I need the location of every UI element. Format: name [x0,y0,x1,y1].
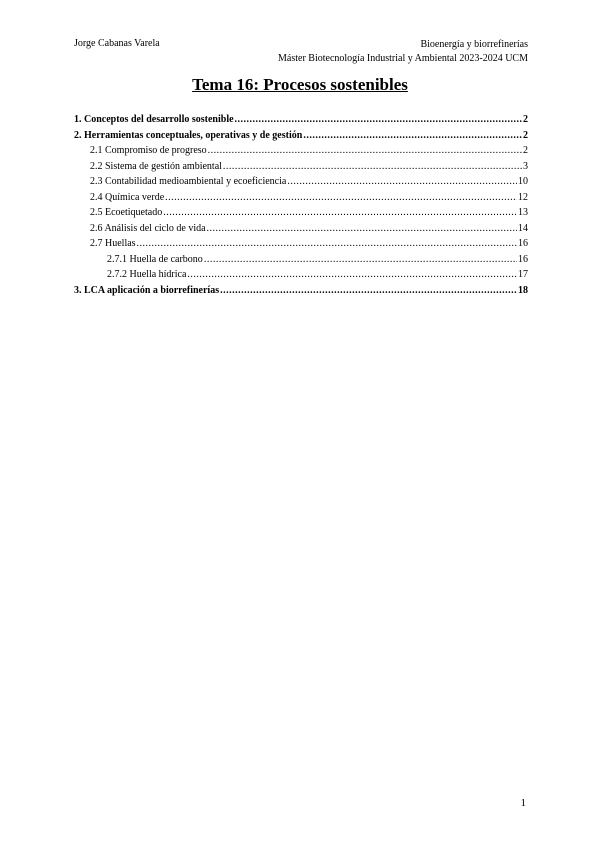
header-author: Jorge Cabanas Varela [74,38,160,49]
toc-entry[interactable] [74,130,528,146]
toc-entry-label: 2.7.1 Huella de carbono [107,253,203,265]
toc-entry-page: 2 [523,145,528,156]
toc-entry-page: 2 [523,114,528,125]
toc-entry[interactable] [74,192,528,208]
toc-leader-dots [187,269,517,280]
toc-entry[interactable] [74,285,528,301]
toc-leader-dots [137,238,517,249]
toc-entry-label: 2.7.2 Huella hídrica [107,269,187,280]
toc-entry-page: 16 [518,253,528,265]
toc-entry-page: 10 [518,176,528,187]
toc-entry[interactable] [74,269,528,285]
table-of-contents [74,114,528,300]
toc-leader-dots [204,254,517,265]
toc-leader-dots [235,114,522,125]
toc-entry-label: 2.5 Ecoetiquetado [90,207,163,218]
toc-entry-label: 2.4 Química verde [90,191,165,203]
toc-entry[interactable] [74,207,528,223]
toc-entry-page: 13 [518,207,528,218]
toc-entry-label: 2.6 Análisis del ciclo de vida [90,222,206,234]
toc-entry[interactable] [74,114,528,130]
toc-entry-page: 2 [523,129,528,141]
toc-entry-label: 1. Conceptos del desarrollo sostenible [74,114,234,125]
toc-entry-label: 2. Herramientas conceptuales, operativas y de gestión [74,129,303,141]
toc-leader-dots [208,145,522,156]
toc-leader-dots [220,285,517,296]
toc-entry-page: 3 [523,160,528,172]
toc-leader-dots [303,130,522,141]
toc-entry-page: 18 [518,284,528,296]
toc-entry[interactable] [74,161,528,177]
toc-entry-page: 12 [518,191,528,203]
toc-leader-dots [165,192,517,203]
toc-leader-dots [223,161,522,172]
toc-entry-label: 2.2 Sistema de gestión ambiental [90,160,222,172]
toc-entry[interactable] [74,145,528,161]
toc-entry-page: 14 [518,222,528,234]
page-title: Tema 16: Procesos sostenibles [192,75,408,94]
toc-entry-label: 2.1 Compromiso de progreso [90,145,207,156]
toc-leader-dots [163,207,517,218]
page-number: 1 [520,797,526,809]
toc-entry-page: 17 [518,269,528,280]
toc-entry-page: 16 [518,238,528,249]
header-program: Máster Biotecnología Industrial y Ambiental 2023-2024 UCM [278,53,528,64]
header-info [278,38,528,66]
toc-entry[interactable] [74,223,528,239]
toc-entry-label: 3. LCA aplicación a biorrefinerías [74,284,220,296]
toc-entry[interactable] [74,238,528,254]
toc-entry[interactable] [74,176,528,192]
toc-entry-label: 2.3 Contabilidad medioambiental y ecoeficiencia [90,176,287,187]
header-course: Bioenergía y biorrefinerías [420,39,528,50]
toc-entry[interactable] [74,254,528,270]
toc-entry-label: 2.7 Huellas [90,238,136,249]
toc-leader-dots [207,223,517,234]
toc-leader-dots [287,176,517,187]
